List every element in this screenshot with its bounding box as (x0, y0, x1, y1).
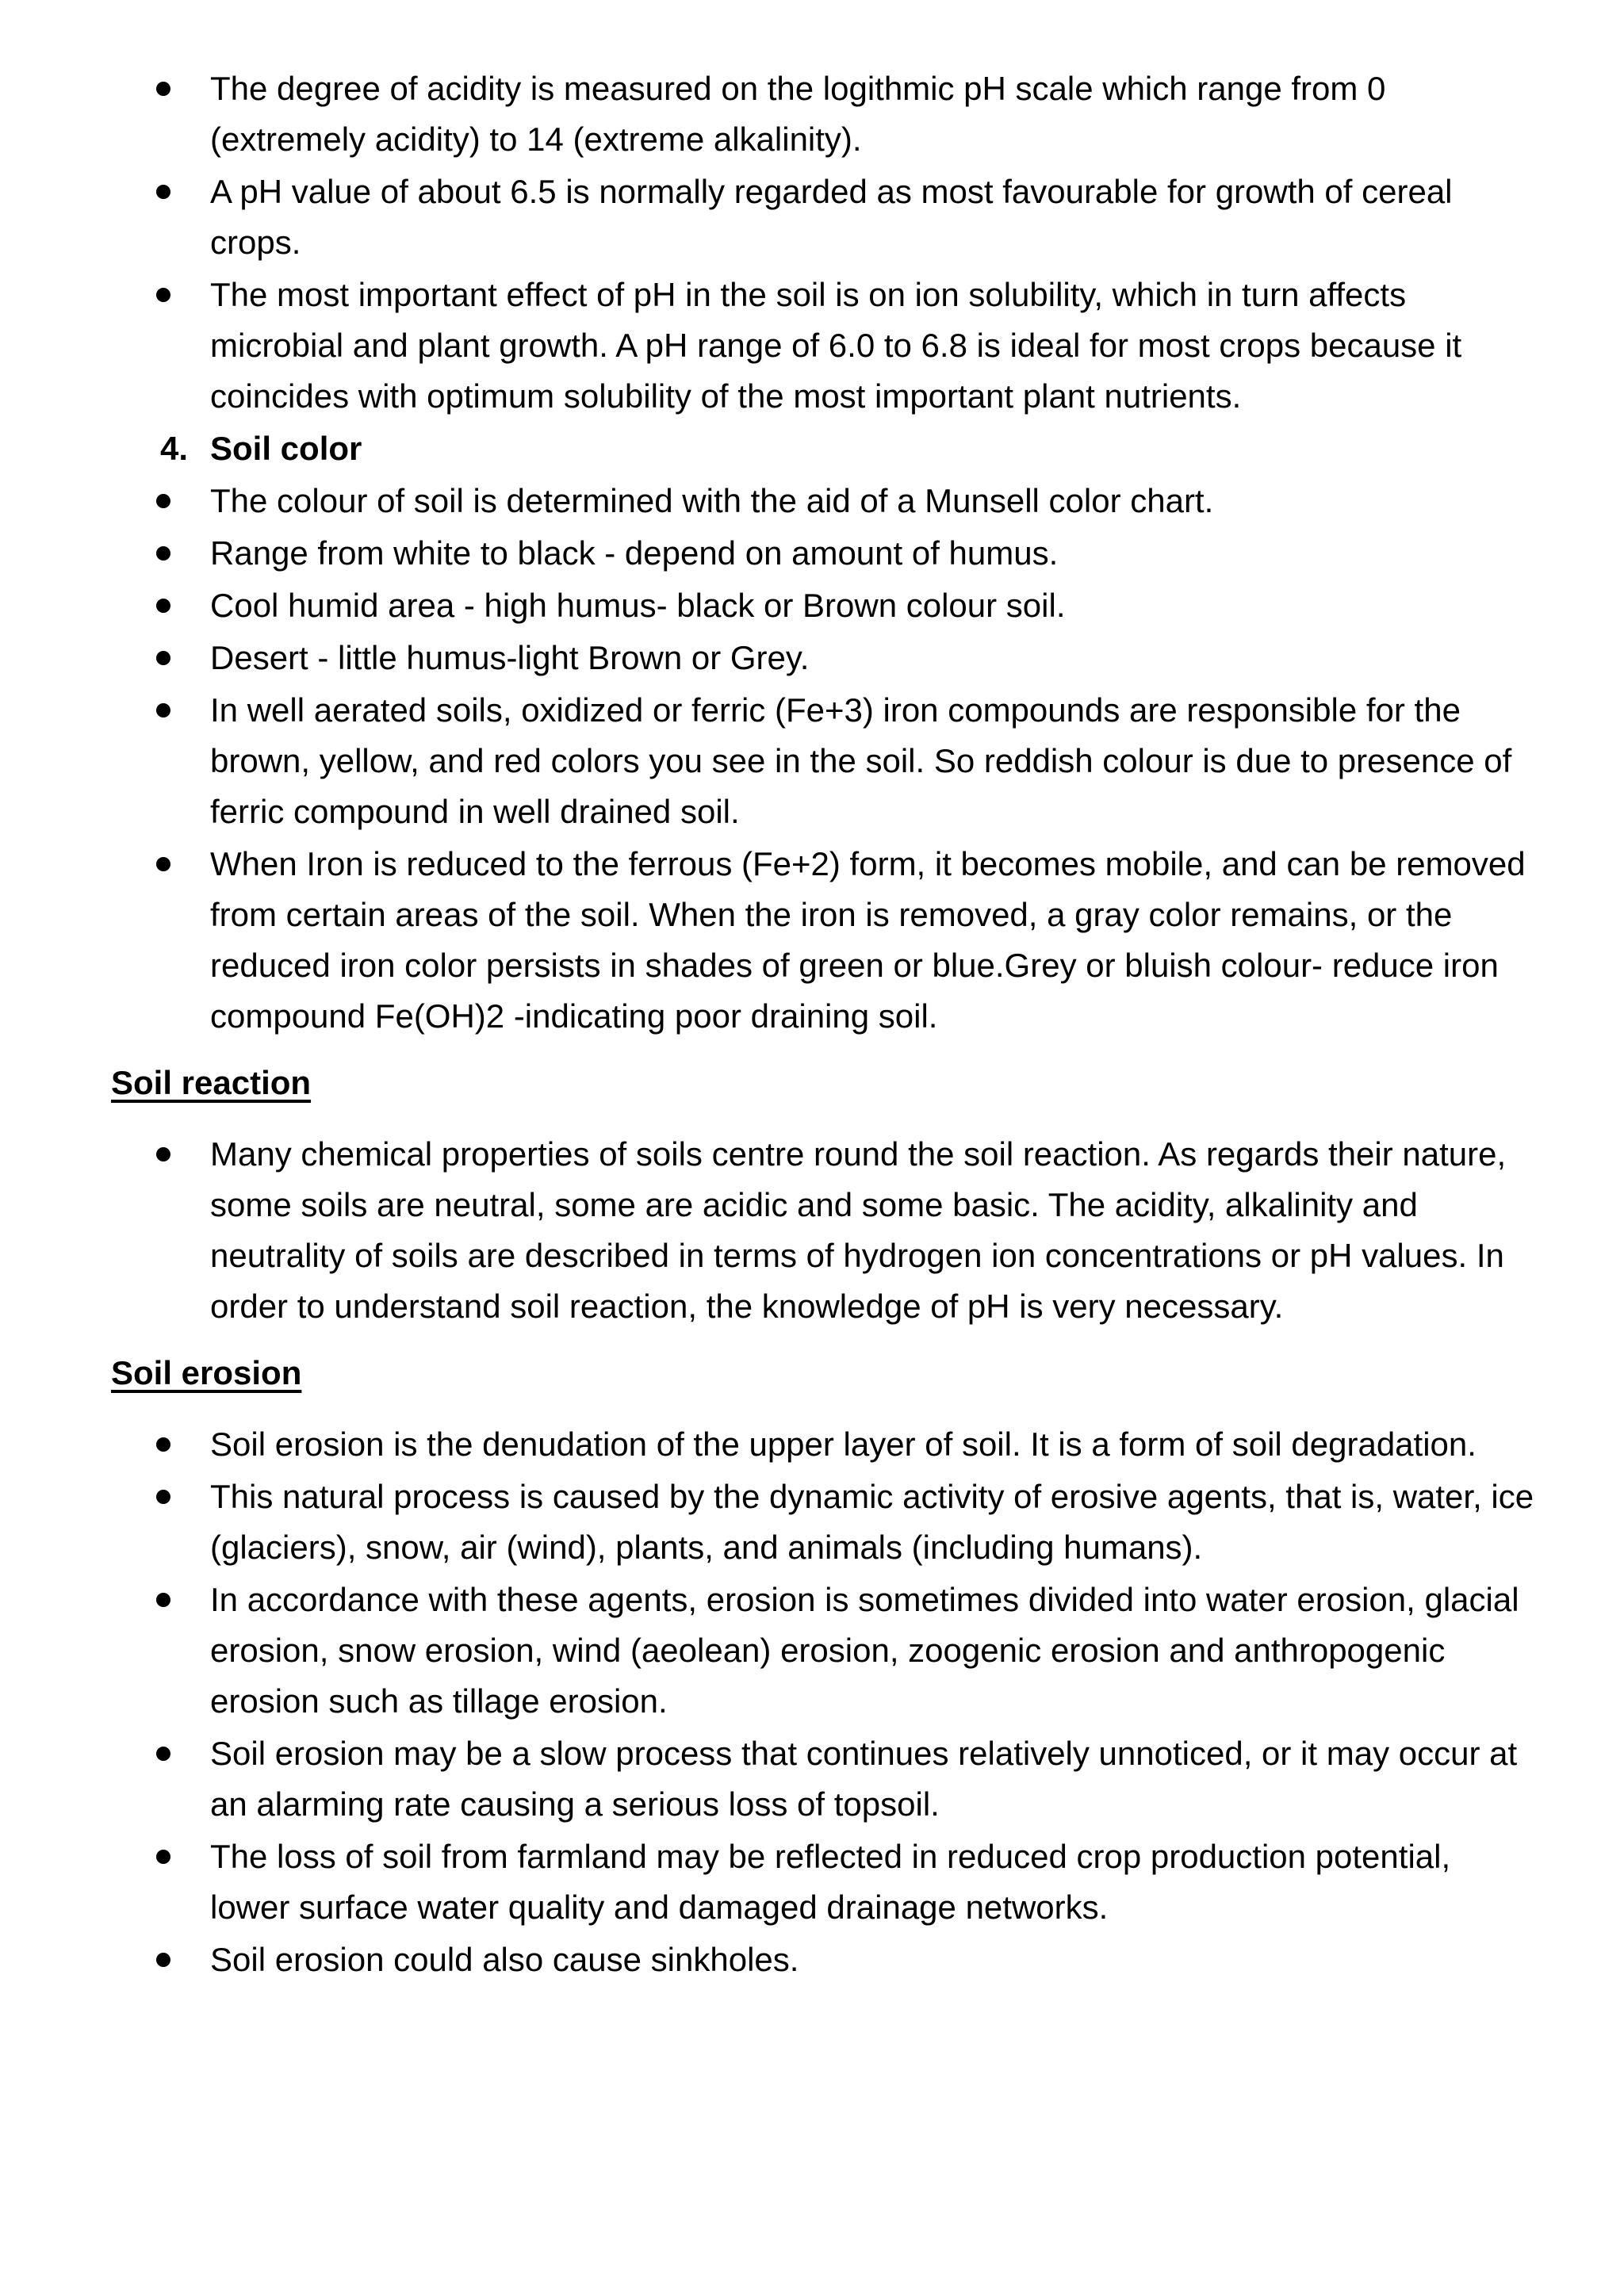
list-item: A pH value of about 6.5 is normally regarded as most favourable for growth of cereal crops. (210, 166, 1538, 268)
soil-color-bullet-list (111, 476, 1538, 1042)
list-item: Soil erosion could also cause sinkholes. (210, 1934, 1538, 1985)
list-item: This natural process is caused by the dynamic activity of erosive agents, that is, water, ice (glaciers), snow, air (wind), plants, and animals (including humans). (210, 1471, 1538, 1573)
soil-erosion-bullet-list (111, 1419, 1538, 1985)
soil-color-heading (111, 423, 1538, 474)
list-item: When Iron is reduced to the ferrous (Fe+2) form, it becomes mobile, and can be removed from certain areas of the soil. When the iron is removed, a gray color remains, or the reduced iron color persists in shades of green or blue.Grey or bluish colour- reduce iron compound Fe(OH)2 -indicating poor draining soil. (210, 839, 1538, 1042)
list-item: Cool humid area - high humus- black or Brown colour soil. (210, 580, 1538, 631)
list-item: The loss of soil from farmland may be reflected in reduced crop production potential, lower surface water quality and damaged drainage networks. (210, 1831, 1538, 1933)
list-item: Soil erosion may be a slow process that continues relatively unnoticed, or it may occur at an alarming rate causing a serious loss of topsoil. (210, 1728, 1538, 1830)
list-item: Many chemical properties of soils centre round the soil reaction. As regards their nature, some soils are neutral, some are acidic and some basic. The acidity, alkalinity and neutrality of soils are described in terms of hydrogen ion concentrations or pH values. In order to understand soil reaction, the knowledge of pH is very necessary. (210, 1129, 1538, 1332)
list-item: The degree of acidity is measured on the logithmic pH scale which range from 0 (extremely acidity) to 14 (extreme alkalinity). (210, 63, 1538, 165)
list-item: Soil erosion is the denudation of the upper layer of soil. It is a form of soil degradation. (210, 1419, 1538, 1470)
soil-color-number: 4. (160, 430, 189, 467)
soil-color-title: Soil color (210, 430, 362, 467)
list-item: The most important effect of pH in the soil is on ion solubility, which in turn affects microbial and plant growth. A pH range of 6.0 to 6.8 is ideal for most crops because it coincides with optimum solubility of the most important plant nutrients. (210, 270, 1538, 422)
list-item: In well aerated soils, oxidized or ferric (Fe+3) iron compounds are responsible for the brown, yellow, and red colors you see in the soil. So reddish colour is due to presence of ferric compound in well drained soil. (210, 685, 1538, 837)
list-item: In accordance with these agents, erosion is sometimes divided into water erosion, glacial erosion, snow erosion, wind (aeolean) erosion, zoogenic erosion and anthropogenic erosion such as tillage erosion. (210, 1575, 1538, 1727)
soil-reaction-heading: Soil reaction (111, 1064, 312, 1101)
list-item: Desert - little humus-light Brown or Grey. (210, 633, 1538, 683)
soil-erosion-heading: Soil erosion (111, 1354, 302, 1391)
list-item: Range from white to black - depend on amount of humus. (210, 528, 1538, 579)
list-item: The colour of soil is determined with the aid of a Munsell color chart. (210, 476, 1538, 526)
document-content (111, 63, 1538, 1987)
soil-reaction-bullet-list (111, 1129, 1538, 1332)
acidity-bullet-list (111, 63, 1538, 422)
